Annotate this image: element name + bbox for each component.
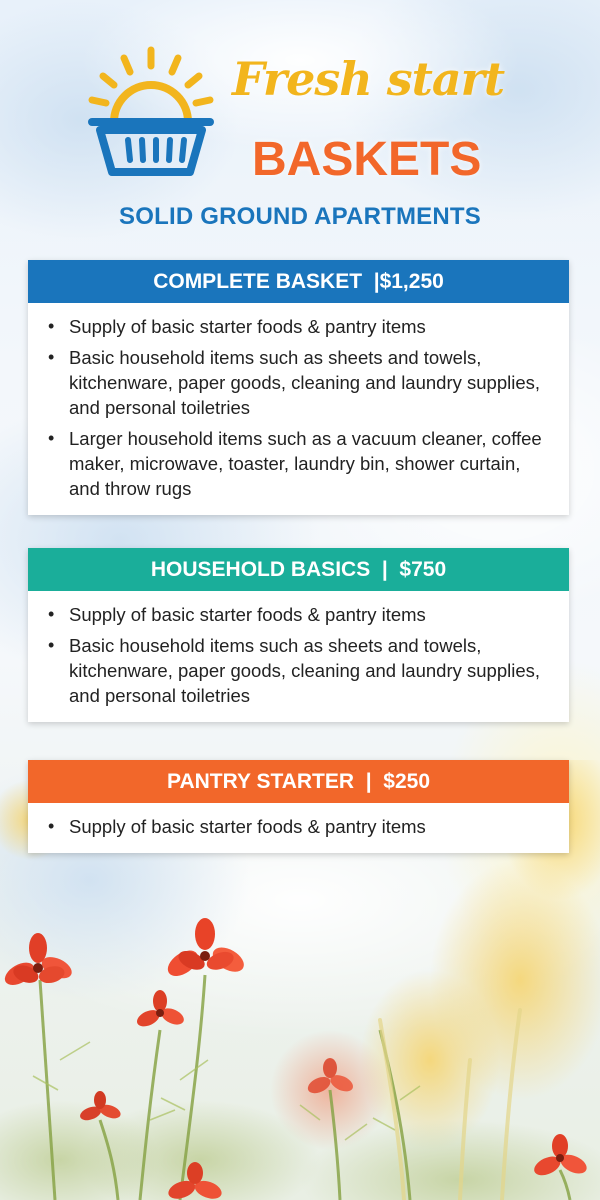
package-title: COMPLETE BASKET |$1,250 xyxy=(28,260,569,303)
bullet-icon: • xyxy=(48,316,55,336)
list-item-text: Supply of basic starter foods & pantry items xyxy=(69,316,426,337)
list-item-text: Supply of basic starter foods & pantry items xyxy=(69,816,426,837)
package-card-complete-basket xyxy=(28,260,569,515)
header xyxy=(0,0,600,250)
package-title: PANTRY STARTER | $250 xyxy=(28,760,569,803)
bullet-icon: • xyxy=(48,428,55,448)
package-card-pantry-starter xyxy=(28,760,569,853)
title-main: BASKETS xyxy=(252,133,482,186)
bullet-icon: • xyxy=(48,604,55,624)
bullet-icon: • xyxy=(48,347,55,367)
package-items xyxy=(28,303,569,515)
list-item xyxy=(48,633,549,708)
list-item-text: Supply of basic starter foods & pantry items xyxy=(69,604,426,625)
basket-with-sun-icon xyxy=(86,44,216,184)
list-item xyxy=(48,345,549,420)
package-title: HOUSEHOLD BASICS | $750 xyxy=(28,548,569,591)
list-item xyxy=(48,814,549,839)
title-script: Fresh start xyxy=(232,52,505,106)
list-item-text: Basic household items such as sheets and towels, kitchenware, paper goods, cleaning and laundry supplies, and personal toiletries xyxy=(69,347,541,418)
package-card-household-basics xyxy=(28,548,569,722)
subtitle: SOLID GROUND APARTMENTS xyxy=(119,203,481,230)
list-item-text: Larger household items such as a vacuum cleaner, coffee maker, microwave, toaster, laundry bin, shower curtain, and throw rugs xyxy=(69,428,542,499)
bullet-icon: • xyxy=(48,816,55,836)
list-item xyxy=(48,426,549,501)
package-items xyxy=(28,803,569,853)
list-item-text: Basic household items such as sheets and towels, kitchenware, paper goods, cleaning and laundry supplies, and personal toiletries xyxy=(69,635,541,706)
list-item xyxy=(48,602,549,627)
bullet-icon: • xyxy=(48,635,55,655)
package-items xyxy=(28,591,569,722)
list-item xyxy=(48,314,549,339)
